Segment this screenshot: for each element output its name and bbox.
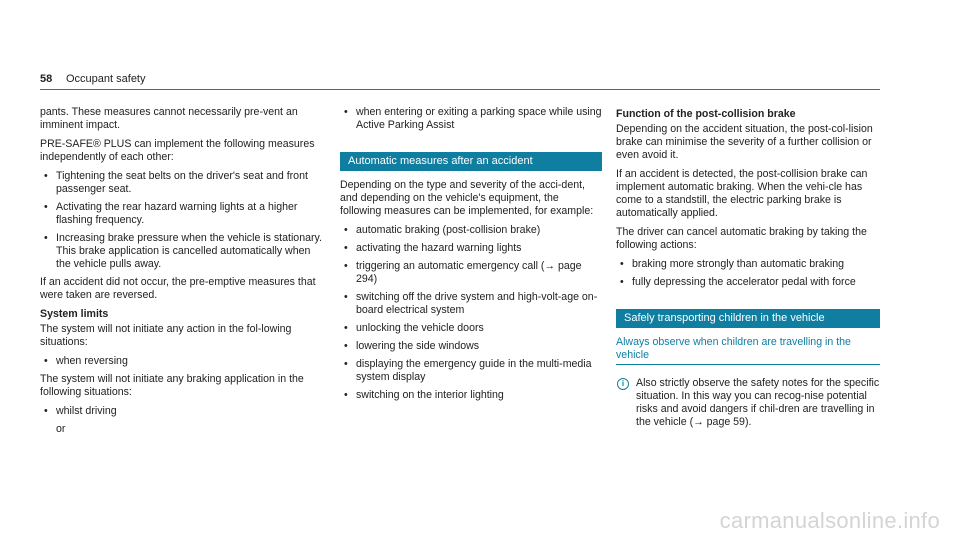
list-item: • switching on the interior lighting: [340, 389, 602, 402]
bullet-list: [40, 170, 327, 271]
paragraph: Depending on the accident situation, the post-col-lision brake can minimise the severity of a further collision or even avoid it.: [616, 123, 873, 161]
paragraph: If an accident is detected, the post-collision brake can implement automatic braking. When the vehi-cle has come to a standstill, the electric parking brake is automatically applied.: [616, 168, 868, 219]
page-number: 58: [40, 73, 53, 85]
paragraph: pants. These measures cannot necessarily pre-vent an imminent impact.: [40, 106, 298, 131]
list-item: • when entering or exiting a parking space while using Active Parking Assist: [340, 106, 602, 132]
list-item: • triggering an automatic emergency call (→ page 294): [340, 260, 602, 286]
list-item: • displaying the emergency guide in the multi-media system display: [340, 358, 602, 384]
subheading-post-collision-brake: Function of the post-collision brake: [616, 108, 796, 120]
list-item: • fully depressing the accelerator pedal with force: [616, 276, 880, 289]
list-item: • automatic braking (post-collision brake): [340, 224, 602, 237]
bullet-list: [40, 405, 327, 418]
section-title: Occupant safety: [66, 73, 146, 85]
info-icon: i: [617, 378, 629, 390]
bullet-list: [340, 106, 602, 132]
bullet-list: [340, 224, 602, 402]
bullet-list: [40, 355, 327, 368]
watermark: carmanualsonline.info: [719, 508, 940, 533]
paragraph: The driver can cancel automatic braking by taking the following actions:: [616, 226, 867, 251]
list-item: • braking more strongly than automatic braking: [616, 258, 880, 271]
paragraph: Depending on the type and severity of the acci-dent, and depending on the vehicle's equipment, the following measures can be implemented, for example:: [340, 179, 594, 217]
list-item: • Tightening the seat belts on the driver's seat and front passenger seat.: [40, 170, 327, 196]
list-item: • lowering the side windows: [340, 340, 602, 353]
column-3: [616, 106, 880, 429]
subheading-system-limits: System limits: [40, 308, 109, 320]
info-note: [616, 377, 880, 429]
page-header: [40, 73, 880, 90]
paragraph: The system will not initiate any action in the fol-lowing situations:: [40, 323, 292, 348]
paragraph: The system will not initiate any braking application in the following situations:: [40, 373, 304, 398]
list-item: • Increasing brake pressure when the vehicle is stationary. This brake application is cancelled automatically when the vehicle pulls away.: [40, 232, 327, 271]
list-item: • unlocking the vehicle doors: [340, 322, 602, 335]
section-bar-automatic-measures: Automatic measures after an accident: [340, 152, 602, 171]
or-text: or: [56, 423, 66, 435]
list-item: • Activating the rear hazard warning lights at a higher flashing frequency.: [40, 201, 327, 227]
list-item: • whilst driving: [40, 405, 327, 418]
list-item: • when reversing: [40, 355, 327, 368]
paragraph: If an accident did not occur, the pre-emptive measures that were taken are reversed.: [40, 276, 316, 301]
list-item: • switching off the drive system and high-volt-age on-board electrical system: [340, 291, 602, 317]
section-bar-children: Safely transporting children in the vehicle: [616, 309, 880, 328]
heading-children-travelling: Always observe when children are travelling in the vehicle: [616, 336, 880, 365]
paragraph: PRE-SAFE® PLUS can implement the following measures independently of each other:: [40, 138, 315, 163]
bullet-list: [616, 258, 880, 289]
list-item: • activating the hazard warning lights: [340, 242, 602, 255]
column-1: [40, 106, 327, 436]
column-2: [340, 106, 602, 407]
note-text: Also strictly observe the safety notes for the specific situation. In this way you can recog-nise potential risks and avoid dangers if chil-dren are travelling in the vehicle (→ page 59).: [636, 377, 880, 428]
